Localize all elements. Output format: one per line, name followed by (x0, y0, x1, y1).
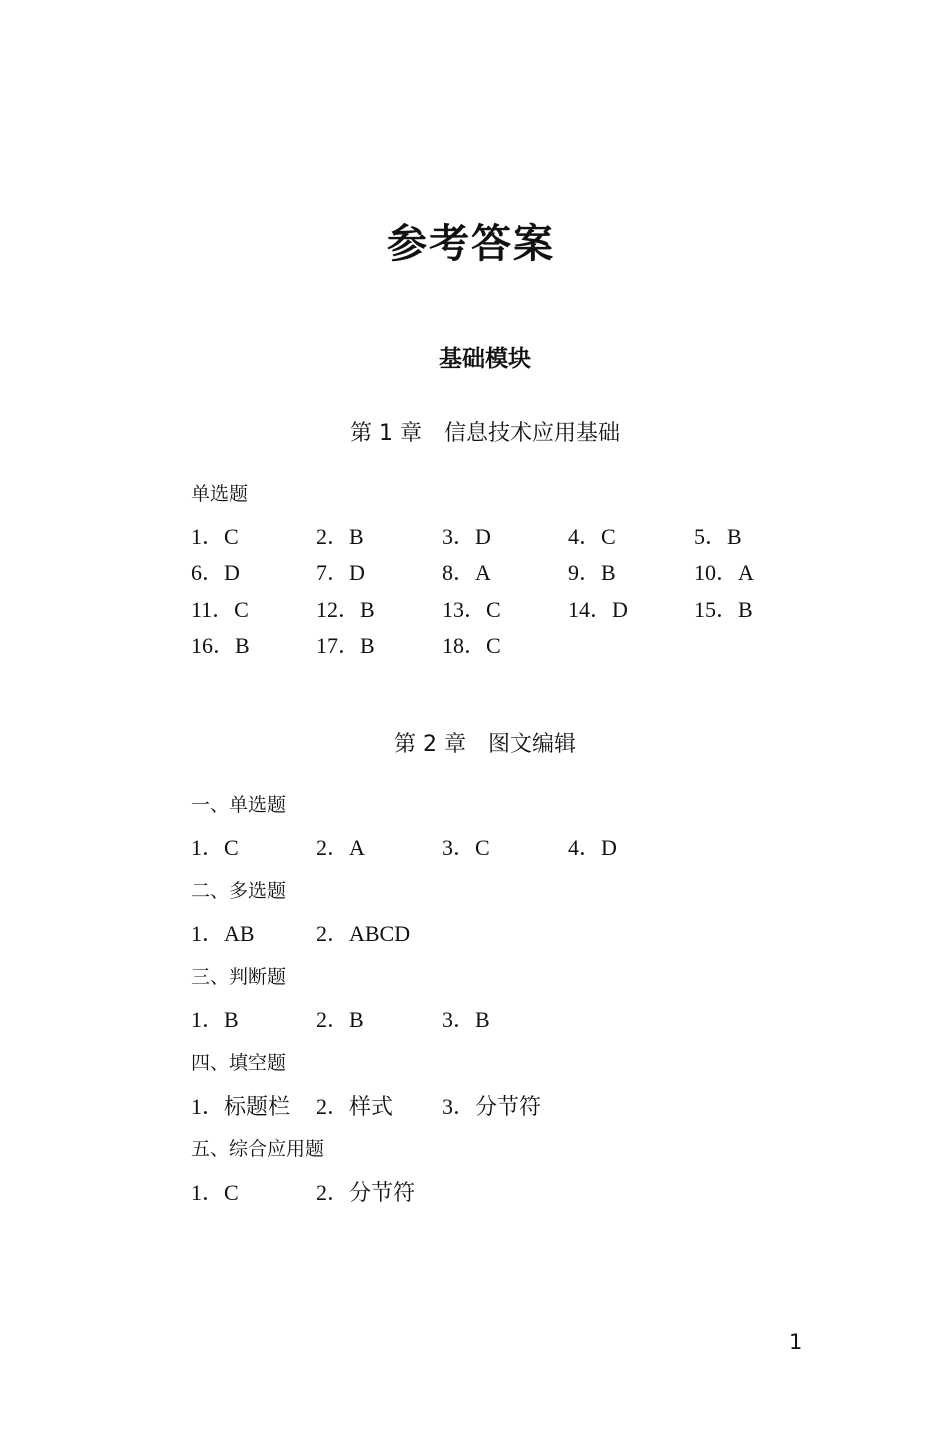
answer-item: 15．B (694, 597, 753, 622)
section-label-true-false: 三、判断题 (191, 966, 287, 988)
answer-item: 2．样式 (316, 1094, 394, 1119)
section-label-single-choice: 一、单选题 (191, 794, 287, 816)
chapter-2-heading: 第 2 章 图文编辑 (394, 732, 576, 757)
answer-item: 1．C (191, 1180, 239, 1205)
answer-item: 13．C (442, 597, 501, 622)
answer-item: 3．分节符 (442, 1094, 542, 1119)
answer-item: 10．A (694, 560, 754, 585)
answer-item: 8．A (442, 560, 491, 585)
answer-item: 6．D (191, 560, 240, 585)
answer-item: 2．B (316, 524, 364, 549)
answer-item: 17．B (316, 633, 375, 658)
answer-item: 7．D (316, 560, 365, 585)
module-heading: 基础模块 (439, 345, 531, 372)
page-title: 参考答案 (387, 221, 555, 267)
answer-item: 16．B (191, 633, 250, 658)
answer-item: 2．分节符 (316, 1180, 416, 1205)
page-number: 1 (789, 1330, 803, 1354)
answer-item: 1．C (191, 524, 239, 549)
answer-item: 1．AB (191, 921, 255, 946)
answer-item: 12．B (316, 597, 375, 622)
answer-item: 2．A (316, 835, 365, 860)
answer-item: 1．标题栏 (191, 1094, 291, 1119)
answer-item: 3．D (442, 524, 491, 549)
answer-item: 18．C (442, 633, 501, 658)
answer-item: 4．C (568, 524, 616, 549)
answer-item: 3．C (442, 835, 490, 860)
section-label-comprehensive: 五、综合应用题 (191, 1138, 325, 1160)
answer-item: 5．B (694, 524, 742, 549)
answer-item: 11．C (191, 597, 249, 622)
answer-item: 9．B (568, 560, 616, 585)
answer-item: 3．B (442, 1007, 490, 1032)
answer-item: 4．D (568, 835, 617, 860)
answer-item: 2．ABCD (316, 921, 411, 946)
chapter-1-heading: 第 1 章 信息技术应用基础 (350, 421, 620, 446)
section-label-multiple-choice: 二、多选题 (191, 880, 287, 902)
answer-item: 1．C (191, 835, 239, 860)
answer-item: 2．B (316, 1007, 364, 1032)
chapter-1-section-label: 单选题 (191, 483, 249, 505)
section-label-fill-in: 四、填空题 (191, 1052, 287, 1074)
answer-item: 14．D (568, 597, 628, 622)
answer-item: 1．B (191, 1007, 239, 1032)
